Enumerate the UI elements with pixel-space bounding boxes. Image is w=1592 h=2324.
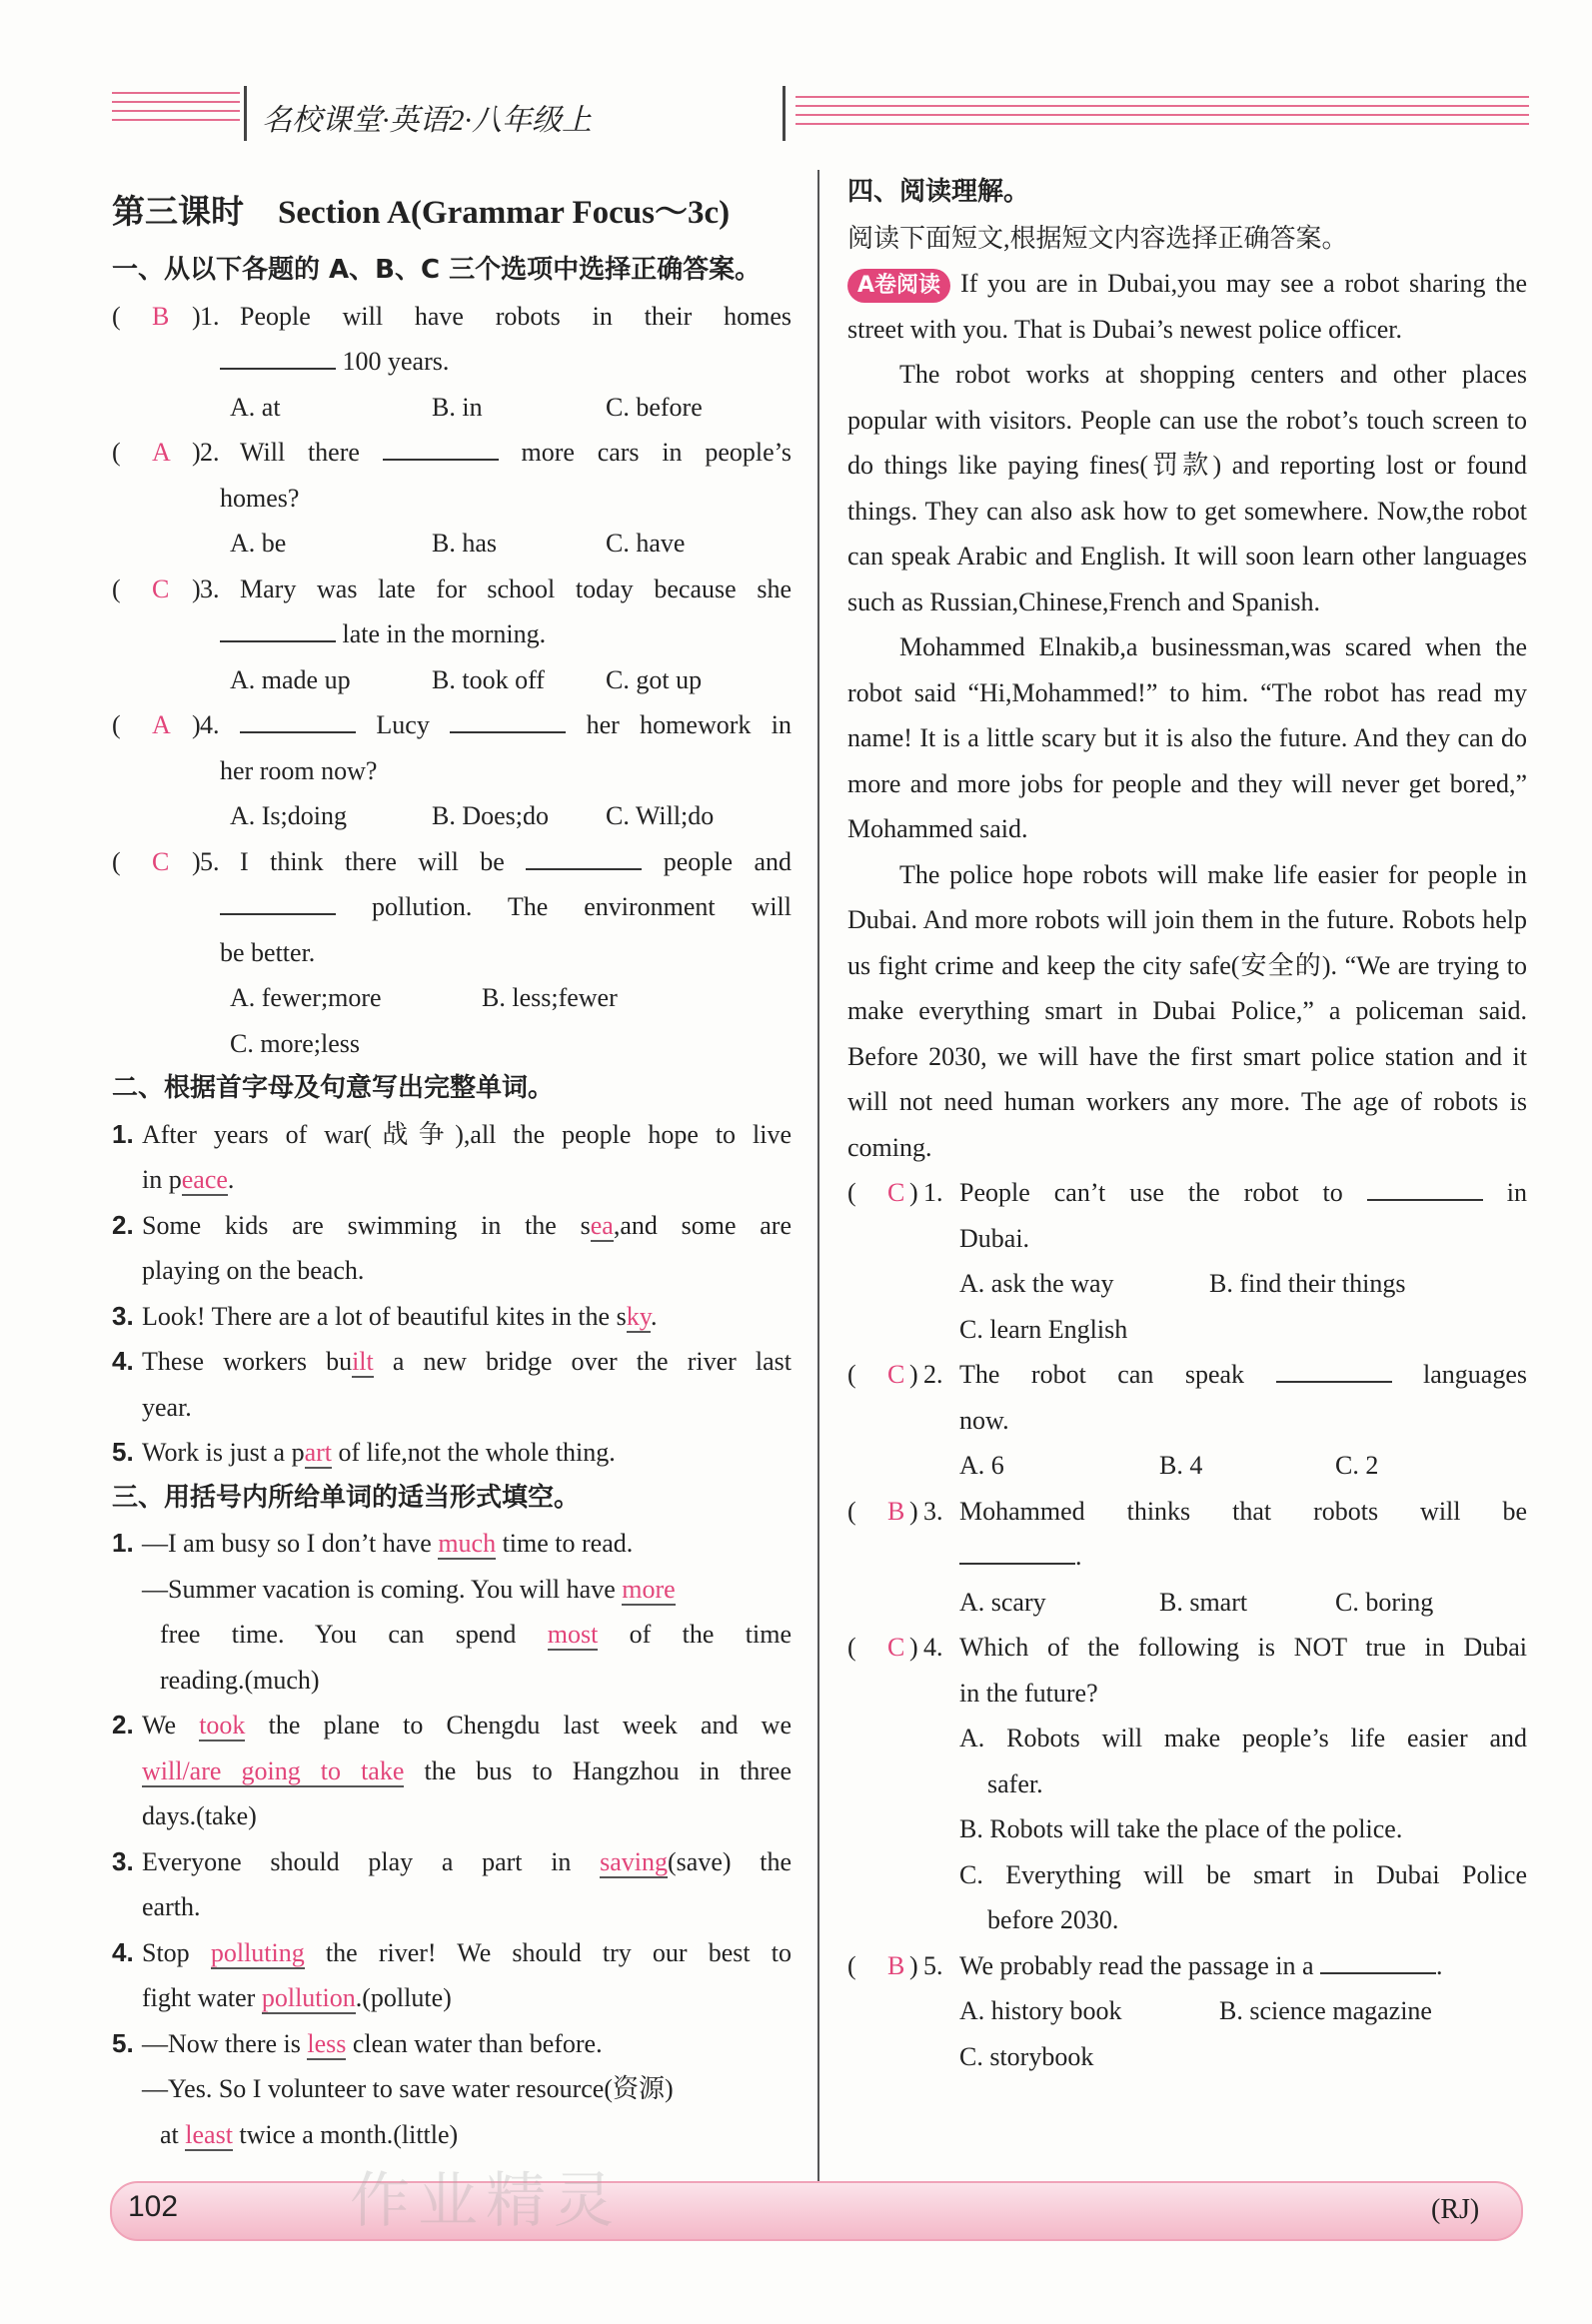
p1-q1-options: A. at B. in C. before: [230, 392, 703, 422]
header-title: 名校课堂·英语2·八年级上: [262, 104, 592, 137]
p4-q3-options: A. scary B. smart C. boring: [959, 1587, 1434, 1617]
part1-heading: 一、从以下各题的 A、B、C 三个选项中选择正确答案。: [112, 255, 762, 285]
p4-question-4: ( C ) 4. Which of the following is NOT true in Dubai: [847, 1633, 1527, 1662]
p2-item-1: 1. After years of war(战争),all the people hope to live: [112, 1118, 792, 1149]
p3-item-2: 2. We took the plane to Chengdu last week and we: [112, 1710, 792, 1740]
passage-p3: Mohammed Elnakib,a businessman,was scared when the robot said “Hi,Mohammed!” to him. “The robot has read my name! It is a little scary but it is also the future. And they can do more and more jobs for people and they will never get bored,” Mohammed said.: [847, 632, 1527, 843]
p1-question-3: ( C ) 3. Mary was late for school today because she: [112, 574, 792, 603]
answer-blank[interactable]: [220, 618, 336, 642]
p4-question-1: ( C ) 1. People can’t use the robot to in: [847, 1178, 1527, 1207]
p4-q1-options: A. ask the way B. find their things: [959, 1269, 1406, 1298]
p3-item-5: 5. —Now there is less clean water than before.: [112, 2027, 603, 2058]
header-divider-right: [783, 86, 786, 141]
column-divider: [817, 170, 819, 2183]
right-column: 四、阅读理解。 阅读下面短文,根据短文内容选择正确答案。 A卷阅读 If you are in Dubai,you may see a robot sharing the street with you. That is Dubai’s newest police officer. The robot works at shopping centers and other places popular with visitors. People can use the robot’s touch screen to do things like paying fines(罚款) and reporting lost or found things. They can also ask how to get somewhere. Now,the robot can speak Arabic and English. It will soon learn other languages such as Russian,Chinese,French and Spanish. Mohammed Elnakib,a businessman,was scared when the robot said “Hi,Mohammed!” to him. “The robot has read my name! It is a little scary but it is also the future. And they can do more and more jobs for people and they will never get bored,” Mohammed said. The police hope robots will make life easier for people in Dubai. And more robots will join them in the future. Robots help us fight crime and keep the city safe(安全的). “We are trying to make everything smart in Dubai Police,” a policeman said. Before 2030, we will have the first smart police station and it will not need human workers any more. The age of robots is coming. ( C ) 1. People can’t use the robot to in Dubai. A. ask the way B. find their things C. learn English ( C ) 2. The robot can speak languages now. A. 6 B. 4 C. 2 ( B ) 3. Mohammed thinks that robots will be . A. scary B. smart C. boring ( C ) 4. Which of the following is NOT true in Dubai in the future? A. Robots will make people’s life easier and safer. B. Robots will take the place of the police. C. Everything will be smart in Dubai Police before 2030. ( B ) 5. We probably read the passage in a . A. history book B. science magazine C. storybook: [847, 170, 1527, 2079]
p1-question-5: ( C ) 5. I think there will be people and: [112, 846, 792, 876]
answer-blank[interactable]: [220, 891, 336, 915]
p4-q5-options: A. history book B. science magazine: [959, 1996, 1432, 2025]
header-lines-left: [112, 92, 240, 128]
part4-instruction: 阅读下面短文,根据短文内容选择正确答案。: [847, 223, 1348, 253]
part4-heading: 四、阅读理解。: [847, 177, 1030, 207]
header-divider-left: [244, 86, 247, 141]
answer-blank[interactable]: [959, 1541, 1075, 1565]
p1-q2-options: A. be B. has C. have: [230, 529, 686, 558]
answer-blank[interactable]: [1276, 1359, 1392, 1383]
p3-item-3: 3. Everyone should play a part in saving(save) the: [112, 1845, 792, 1876]
passage-p2: The robot works at shopping centers and other places popular with visitors. People can use the robot’s touch screen to do things like paying fines(罚款) and reporting lost or found things. They can also ask how to get somewhere. Now,the robot can speak Arabic and English. It will soon learn other languages such as Russian,Chinese,French and Spanish.: [847, 360, 1527, 616]
answer-blank[interactable]: [220, 346, 336, 370]
p1-question-1: ( B ) 1. People will have robots in their homes: [112, 301, 792, 331]
p2-item-3: 3. Look! There are a lot of beautiful kites in the sky.: [112, 1300, 658, 1331]
p4-question-5: ( B ) 5. We probably read the passage in a .: [847, 1950, 1443, 1980]
watermark: 作业精灵: [350, 2168, 622, 2234]
p1-q5-options: A. fewer;more B. less;fewer: [230, 983, 618, 1012]
p2-item-4: 4. These workers built a new bridge over the river last: [112, 1346, 792, 1376]
answer-blank[interactable]: [450, 709, 566, 733]
p1-question-2: ( A ) 2. Will there more cars in people’s: [112, 438, 792, 467]
p1-question-4: ( A ) 4. Lucy her homework in: [112, 710, 792, 739]
answer-blank[interactable]: [1320, 1950, 1436, 1974]
footer-bar: [110, 2181, 1523, 2241]
passage-p1: A卷阅读 If you are in Dubai,you may see a robot sharing the street with you. That is Dubai’s newest police officer.: [847, 269, 1527, 344]
p1-q3-options: A. made up B. took off C. got up: [230, 664, 703, 694]
p4-question-2: ( C ) 2. The robot can speak languages: [847, 1360, 1527, 1389]
p1-q4-options: A. Is;doing B. Does;do C. Will;do: [230, 801, 715, 830]
passage-p4: The police hope robots will make life easier for people in Dubai. And more robots will join them in the future. Robots help us fight crime and keep the city safe(安全的). “We are trying to make everything smart in Dubai Police,” a policeman said. Before 2030, we will have the first smart police station and it will not need human workers any more. The age of robots is coming.: [847, 859, 1527, 1162]
p2-item-2: 2. Some kids are swimming in the sea,and some are: [112, 1209, 792, 1240]
answer-blank[interactable]: [240, 709, 356, 733]
left-column: 第三课时 Section A(Grammar Focus～3c) 一、从以下各题的 A、B、C 三个选项中选择正确答案。 ( B ) 1. People will have robots in their homes 100 years. A. at B. in C. before ( A ) 2. Will there more cars in people’s homes? A. be B. has C. have ( C ) 3. Mary was late for school today because she late in the morning. A. made up B. took off C. got up ( A ) 4. Lucy her homework in her room now? A. Is;doing B. Does;do C. Will;do ( C ) 5. I think there will be people and pollution. The environment will be better. A. fewer;more B. less;fewer C. more;less 二、根据首字母及句意写出完整单词。 1. After years of war(战争),all the people hope to live in peace. 2. Some kids are swimming in the sea,and some are playing on the beach. 3. Look! There are a lot of beautiful kites in the sky. 4. These workers built a new bridge over the river last year. 5. Work is just a part of life,not the whole thing. 三、用括号内所给单词的适当形式填空。 1. —I am busy so I don’t have much time to read. —Summer vacation is coming. You will have more free time. You can spend most of the time reading.(much) 2. We took the plane to Chengdu last week and we will/are going to take the bus to Hangzhou in three days.(take) 3. Everyone should play a part in saving(save) the earth. 4. Stop polluting the river! We should try our best to fight water pollution.(pollute) 5. —Now there is less clean water than before. —Yes. So I volunteer to save water resource(资源) at least twice a month.(little): [112, 170, 792, 2157]
p3-item-1: 1. —I am busy so I don’t have much time to read.: [112, 1528, 634, 1558]
p4-question-3: ( B ) 3. Mohammed thinks that robots will be: [847, 1496, 1527, 1526]
reading-badge: A卷阅读: [847, 269, 950, 303]
answer-blank[interactable]: [1367, 1177, 1483, 1201]
answer-blank[interactable]: [383, 437, 499, 461]
p3-item-4: 4. Stop polluting the river! We should try our best to: [112, 1936, 792, 1967]
part3-heading: 三、用括号内所给单词的适当形式填空。: [112, 1482, 581, 1513]
p4-q2-options: A. 6 B. 4 C. 2: [959, 1451, 1379, 1480]
header-lines-right: [796, 96, 1529, 132]
p2-item-5: 5. Work is just a part of life,not the whole thing.: [112, 1437, 616, 1467]
lesson-title: 第三课时 Section A(Grammar Focus～3c): [112, 195, 731, 231]
edition-label: (RJ): [1431, 2194, 1480, 2225]
part2-heading: 二、根据首字母及句意写出完整单词。: [112, 1073, 555, 1103]
answer-blank[interactable]: [526, 846, 642, 870]
page-number: 102: [128, 2190, 179, 2223]
